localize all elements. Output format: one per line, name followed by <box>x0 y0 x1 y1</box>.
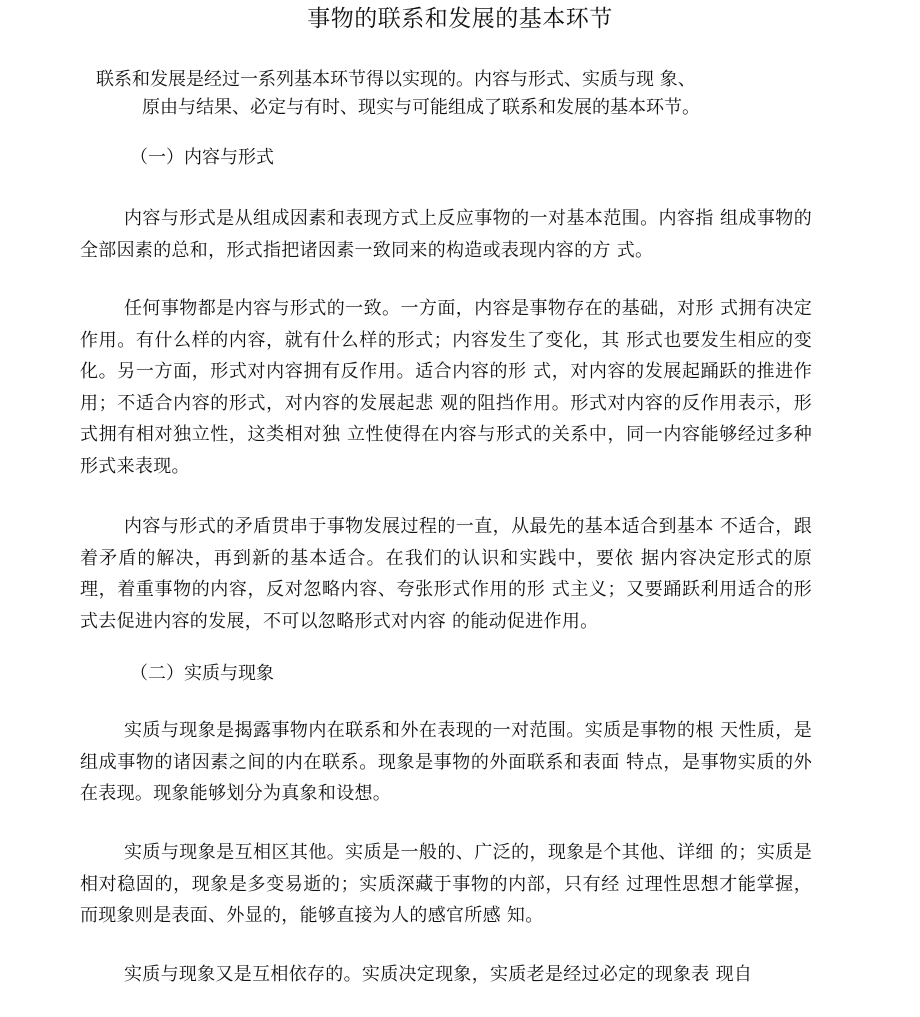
section1-paragraph-3: 内容与形式的矛盾贯串于事物发展过程的一直，从最先的基本适合到基本 不适合，跟着矛盾的解决，再到新的基本适合。在我们的认识和实践中，要依 据内容决定形式的原理，着重事物的内容，反对忽略内容、夸张形式作用的形 式主义；又要踊跃利用适合的形式去促进内容的发展，不可以忽略形式对内容 的能动促进作用。 <box>80 516 812 632</box>
section1-paragraph-1: 内容与形式是从组成因素和表现方式上反应事物的一对基本范围。内容指 组成事物的全部因素的总和，形式指把诸因素一致同来的构造或表现内容的方 式。 <box>80 208 812 261</box>
section-heading-essence-phenomenon: （二）实质与现象 <box>130 663 274 684</box>
section1-paragraph-2: 任何事物都是内容与形式的一致。一方面，内容是事物存在的基础，对形 式拥有决定作用。有什么样的内容，就有什么样的形式；内容发生了变化，其 形式也要发生相应的变化。另一方面，形式对内容拥有反作用。适合内容的形 式，对内容的发展起踊跃的推进作用；不适合内容的形式，对内容的发展起悲 观的阻挡作用。形式对内容的反作用表示，形式拥有相对独立性，这类相对独 立性使得在内容与形式的关系中，同一内容能够经过多种形式来表现。 <box>80 298 812 477</box>
document-title: 事物的联系和发展的基本环节 <box>307 6 613 32</box>
intro-line-2: 原由与结果、必定与有时、现实与可能组成了联系和发展的基本环节。 <box>142 97 700 118</box>
intro-line-1: 联系和发展是经过一系列基本环节得以实现的。内容与形式、实质与现 象、 <box>96 69 696 90</box>
section2-paragraph-2: 实质与现象是互相区其他。实质是一般的、广泛的，现象是个其他、详细 的；实质是相对稳固的，现象是多变易逝的；实质深藏于事物的内部，只有经 过理性思想才能掌握，而现象则是表面、外显的，能够直接为人的感官所感 知。 <box>80 842 812 926</box>
section2-paragraph-3: 实质与现象又是互相依存的。实质决定现象，实质老是经过必定的现象表 现自 <box>124 964 753 985</box>
section-heading-content-form: （一）内容与形式 <box>130 147 274 168</box>
section2-paragraph-1: 实质与现象是揭露事物内在联系和外在表现的一对范围。实质是事物的根 天性质，是组成事物的诸因素之间的内在联系。现象是事物的外面联系和表面 特点，是事物实质的外在表现。现象能够划分为真象和设想。 <box>80 720 812 804</box>
